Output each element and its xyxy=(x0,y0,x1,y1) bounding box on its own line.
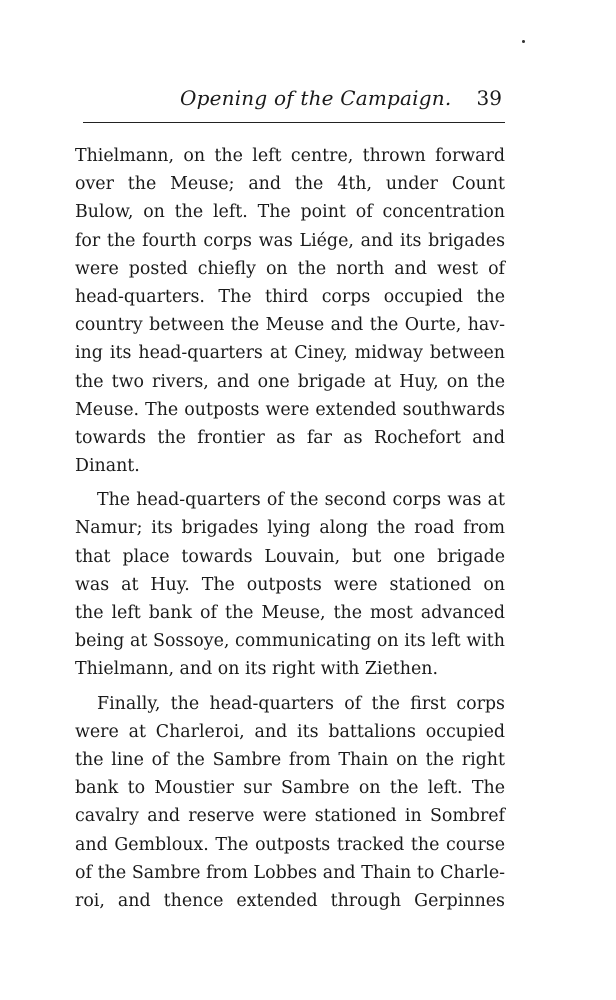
text-line: Thielmann, and on its right with Ziethen. xyxy=(75,659,438,680)
text-line: bank to Moustier sur Sambre on the left. The xyxy=(75,778,505,799)
text-line: roi, and thence extended through Gerpinnes xyxy=(75,890,505,911)
text-line: for the fourth corps was Liége, and its brigades xyxy=(75,230,505,251)
paragraph xyxy=(75,486,505,683)
paragraph xyxy=(75,142,505,480)
text-line: country between the Meuse and the Ourte, hav- xyxy=(75,315,505,336)
text-line: of the Sambre from Lobbes and Thain to Charle- xyxy=(75,862,505,883)
text-line: Finally, the head-quarters of the first corps xyxy=(97,693,505,714)
text-line: head-quarters. The third corps occupied the xyxy=(75,286,505,307)
text-line: and Gembloux. The outposts tracked the course xyxy=(75,834,505,855)
header-rule xyxy=(83,122,505,123)
text-line: Meuse. The outposts were extended southwards xyxy=(75,399,505,420)
page-header xyxy=(76,86,504,116)
text-line: were at Charleroi, and its battalions occupied xyxy=(75,721,505,742)
text-line: the line of the Sambre from Thain on the right xyxy=(75,749,505,770)
text-line: that place towards Louvain, but one brigade xyxy=(75,546,505,567)
text-line: was at Huy. The outposts were stationed on xyxy=(75,574,505,595)
running-title: Opening of the Campaign. xyxy=(180,86,452,110)
ink-speck xyxy=(522,40,525,43)
text-line: ing its head-quarters at Ciney, midway between xyxy=(75,343,505,364)
text-line: Thielmann, on the left centre, thrown forward xyxy=(75,146,505,166)
text-line: cavalry and reserve were stationed in Sombref xyxy=(75,806,505,827)
text-line: Bulow, on the left. The point of concentration xyxy=(75,202,505,223)
text-line: Namur; its brigades lying along the road from xyxy=(75,518,505,539)
paragraph xyxy=(75,690,505,916)
text-line: the left bank of the Meuse, the most advanced xyxy=(75,603,505,623)
text-line: Dinant. xyxy=(75,456,140,477)
text-line: were posted chiefly on the north and west of xyxy=(75,258,505,279)
text-line: The head-quarters of the second corps was at xyxy=(97,490,505,511)
text-line: being at Sossoye, communicating on its left with xyxy=(75,631,505,652)
text-line: over the Meuse; and the 4th, under Count xyxy=(75,174,505,195)
page-number: 39 xyxy=(476,86,502,110)
text-line: the two rivers, and one brigade at Huy, on the xyxy=(75,371,505,392)
body-text xyxy=(75,142,505,915)
text-line: towards the frontier as far as Rochefort and xyxy=(75,427,505,448)
